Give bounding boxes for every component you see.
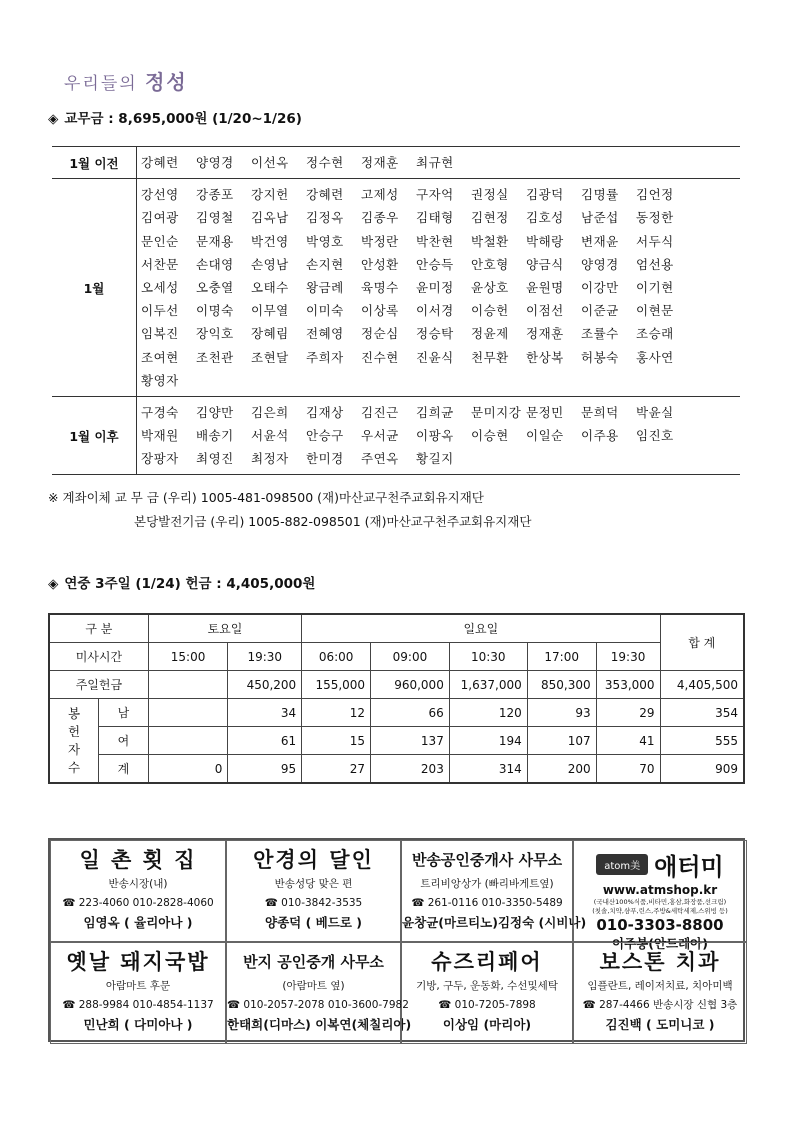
name-item: 이팡옥 <box>416 428 454 444</box>
name-item: 김언정 <box>636 187 674 203</box>
name-item: 문재용 <box>196 233 234 249</box>
ad-title: 보스톤 치과 <box>599 949 721 974</box>
name-item: 김여광 <box>141 210 179 226</box>
cash-row <box>49 671 744 699</box>
name-item: 정윤제 <box>471 326 509 342</box>
server-count-value: 909 <box>660 755 744 784</box>
name-item: 최정자 <box>251 451 289 467</box>
name-item: 이강만 <box>581 279 619 295</box>
name-item: 손영남 <box>251 256 289 272</box>
name-item: 조천관 <box>196 349 234 365</box>
header-saturday: 토요일 <box>148 614 301 643</box>
ad-box <box>573 942 747 1044</box>
name-item: 이무열 <box>251 303 289 319</box>
name-item: 진윤식 <box>416 349 454 365</box>
ad-line: ☎ 010-2057-2078 010-3600-7982 <box>227 999 409 1011</box>
server-row-label: 남 <box>99 699 149 727</box>
name-item: 문인순 <box>141 233 179 249</box>
name-item: 안호형 <box>471 256 509 272</box>
name-item: 문미지강 <box>471 404 522 420</box>
names-group <box>52 397 740 475</box>
ad-detail: (칫솔,치약,샴푸,린스,주방&세탁세제,스위빙 등) <box>592 907 728 915</box>
ads-grid <box>48 838 745 1042</box>
ad-line: ☎ 288-9984 010-4854-1137 <box>62 999 214 1011</box>
server-count-label <box>49 699 99 784</box>
name-item: 오세성 <box>141 279 179 295</box>
ad-line: ☎ 261-0116 010-3350-5489 <box>411 897 563 909</box>
server-count-value: 66 <box>371 699 450 727</box>
ad-line: ☎ 223-4060 010-2828-4060 <box>62 897 214 909</box>
name-item: 서찬문 <box>141 256 179 272</box>
ad-box <box>50 942 226 1044</box>
name-item: 변재윤 <box>581 233 619 249</box>
name-item: 김재상 <box>306 404 344 420</box>
cash-value: 353,000 <box>596 671 660 699</box>
name-item: 진수현 <box>361 349 399 365</box>
name-item: 구경숙 <box>141 404 179 420</box>
server-count-value: 70 <box>596 755 660 784</box>
section-title-big: 정성 <box>145 70 188 94</box>
name-item: 김호성 <box>526 210 564 226</box>
ad-owner: 한태희(디마스) 이복연(체칠리아) <box>227 1017 412 1032</box>
offering-heading <box>48 572 315 592</box>
name-item: 김진근 <box>361 404 399 420</box>
ad-line: (아람마트 옆) <box>282 980 345 992</box>
names-group <box>52 179 740 397</box>
server-row <box>49 699 744 727</box>
name-item: 조현달 <box>251 349 289 365</box>
server-count-value: 15 <box>302 727 371 755</box>
name-item: 박윤실 <box>636 404 674 420</box>
name-item: 김태형 <box>416 210 454 226</box>
mass-time-row <box>49 643 744 671</box>
name-item: 임복진 <box>141 326 179 342</box>
name-item: 배송기 <box>196 428 234 444</box>
name-item: 박영호 <box>306 233 344 249</box>
names-group-label: 1월 이후 <box>52 397 137 475</box>
mass-time: 06:00 <box>302 643 371 671</box>
ad-box <box>226 840 401 942</box>
names-group-label: 1월 <box>52 179 137 396</box>
server-count-value: 137 <box>371 727 450 755</box>
header-sunday: 일요일 <box>302 614 660 643</box>
server-count-value: 120 <box>449 699 527 727</box>
name-item: 윤상호 <box>471 279 509 295</box>
name-item: 김희균 <box>416 404 454 420</box>
name-item: 정수현 <box>306 155 344 170</box>
ad-title: 일 촌 횟 집 <box>79 847 197 872</box>
name-item: 박정란 <box>361 233 399 249</box>
name-item: 김옥남 <box>251 210 289 226</box>
diamond-icon: ◈ <box>48 111 59 127</box>
ad-owner: 임영옥 ( 율리아나 ) <box>83 915 193 930</box>
server-row-label: 여 <box>99 727 149 755</box>
server-count-value: 27 <box>302 755 371 784</box>
name-item: 김양만 <box>196 404 234 420</box>
mass-time-label: 미사시간 <box>49 643 148 671</box>
name-item: 강지헌 <box>251 187 289 203</box>
name-item: 전혜영 <box>306 326 344 342</box>
name-item: 강혜련 <box>306 187 344 203</box>
name-item: 장혜림 <box>251 326 289 342</box>
name-item: 황영자 <box>141 372 179 388</box>
cash-value: 960,000 <box>371 671 450 699</box>
server-count-value: 314 <box>449 755 527 784</box>
atomy-logo: atom美 <box>596 854 648 875</box>
ad-line: 아람마트 후문 <box>105 980 171 992</box>
name-item: 이미숙 <box>306 303 344 319</box>
server-count-value: 29 <box>596 699 660 727</box>
name-item: 이준균 <box>581 303 619 319</box>
name-item: 윤미정 <box>416 279 454 295</box>
name-item: 손대영 <box>196 256 234 272</box>
ad-owner: 이상임 (마리아) <box>442 1017 532 1032</box>
ad-box <box>226 942 412 1044</box>
server-row <box>49 727 744 755</box>
ad-title: 애터미 <box>654 853 724 881</box>
name-item: 박해랑 <box>526 233 564 249</box>
name-item: 조여현 <box>141 349 179 365</box>
account-info <box>48 486 531 534</box>
diamond-icon: ◈ <box>48 576 59 592</box>
server-label-char: 헌 <box>68 723 81 739</box>
name-item: 김현정 <box>471 210 509 226</box>
name-item: 이명숙 <box>196 303 234 319</box>
name-item: 한상복 <box>526 349 564 365</box>
name-item: 이일순 <box>526 428 564 444</box>
name-item: 이서경 <box>416 303 454 319</box>
name-item: 주연옥 <box>361 451 399 467</box>
ad-box <box>401 840 587 942</box>
name-item: 강혜련 <box>141 155 179 170</box>
ad-line: ☎ 287-4466 반송시장 신협 3층 <box>582 999 738 1011</box>
name-item: 김명률 <box>581 187 619 203</box>
name-item: 최영진 <box>196 451 234 467</box>
server-count-value: 203 <box>371 755 450 784</box>
gyomu-heading <box>48 107 302 127</box>
names-list <box>137 147 740 178</box>
ad-owner: 김진백 ( 도미니코 ) <box>605 1017 715 1032</box>
cash-value: 1,637,000 <box>449 671 527 699</box>
name-item: 양영경 <box>196 155 234 170</box>
name-item: 박철환 <box>471 233 509 249</box>
name-item: 주희자 <box>306 349 344 365</box>
name-item: 서윤석 <box>251 428 289 444</box>
ad-title: 반지 공인중개 사무소 <box>243 953 384 971</box>
name-item: 안승구 <box>306 428 344 444</box>
server-count-value: 41 <box>596 727 660 755</box>
name-item: 문희덕 <box>581 404 619 420</box>
name-item: 김정옥 <box>306 210 344 226</box>
server-row <box>49 755 744 784</box>
ad-box <box>50 840 226 942</box>
name-item: 이상록 <box>361 303 399 319</box>
ad-owner: 윤창균(마르티노)김정숙 (시비나) <box>402 915 587 930</box>
server-count-value: 61 <box>228 727 302 755</box>
server-count-value: 93 <box>527 699 596 727</box>
name-item: 이기현 <box>636 279 674 295</box>
server-label-char: 봉 <box>68 705 81 721</box>
ad-title: 슈즈리페어 <box>431 949 543 974</box>
name-item: 안성환 <box>361 256 399 272</box>
server-count-value: 107 <box>527 727 596 755</box>
name-item: 조승래 <box>636 326 674 342</box>
server-count-value: 194 <box>449 727 527 755</box>
ad-line: ☎ 010-7205-7898 <box>438 999 536 1011</box>
cash-value: 155,000 <box>302 671 371 699</box>
name-item: 엄선용 <box>636 256 674 272</box>
cash-value: 450,200 <box>228 671 302 699</box>
cash-value: 4,405,500 <box>660 671 744 699</box>
name-item: 황길지 <box>416 451 454 467</box>
name-item: 김은희 <box>251 404 289 420</box>
name-item: 구자억 <box>416 187 454 203</box>
name-item: 김영철 <box>196 210 234 226</box>
names-list <box>137 179 740 396</box>
name-item: 우서균 <box>361 428 399 444</box>
name-item: 정재훈 <box>526 326 564 342</box>
name-item: 이승헌 <box>471 303 509 319</box>
name-item: 고제성 <box>361 187 399 203</box>
names-group <box>52 147 740 179</box>
name-item: 왕금례 <box>306 279 344 295</box>
account-line-2: 본당발전기금 (우리) 1005-882-098501 (재)마산교구천주교회유지재단 <box>134 514 532 529</box>
ad-owner: 이주봉(안드레아) <box>612 936 708 951</box>
name-item: 오태수 <box>251 279 289 295</box>
server-count-value: 95 <box>228 755 302 784</box>
ad-line: ☎ 010-3842-3535 <box>264 897 363 909</box>
name-item: 최규현 <box>416 155 454 170</box>
name-item: 육명수 <box>361 279 399 295</box>
gyomu-names-table <box>52 146 740 475</box>
name-item: 정승탁 <box>416 326 454 342</box>
name-item: 이승현 <box>471 428 509 444</box>
name-item: 김종우 <box>361 210 399 226</box>
ad-title: 반송공인중개사 사무소 <box>411 851 563 869</box>
name-item: 이현문 <box>636 303 674 319</box>
name-item: 박찬현 <box>416 233 454 249</box>
name-item: 이선옥 <box>251 155 289 170</box>
name-item: 윤원명 <box>526 279 564 295</box>
ad-box <box>573 840 747 951</box>
name-item: 임진호 <box>636 428 674 444</box>
name-item: 이두선 <box>141 303 179 319</box>
ad-url: www.atmshop.kr <box>602 883 718 897</box>
name-item: 천무환 <box>471 349 509 365</box>
header-row <box>49 614 744 643</box>
cash-label: 주일헌금 <box>49 671 148 699</box>
name-item: 남준섭 <box>581 210 619 226</box>
name-item: 안승득 <box>416 256 454 272</box>
account-line-1: ※ 계좌이체 교 무 금 (우리) 1005-481-098500 (재)마산교구천주교회유지재단 <box>48 490 484 505</box>
server-label-char: 수 <box>68 759 81 775</box>
mass-time: 09:00 <box>371 643 450 671</box>
ad-line: 임플란트, 레이저치료, 치아미백 <box>587 980 733 992</box>
ad-title: 안경의 달인 <box>253 847 374 872</box>
server-count-value: 12 <box>302 699 371 727</box>
ad-box <box>401 942 573 1044</box>
mass-time: 19:30 <box>596 643 660 671</box>
section-title <box>64 66 188 95</box>
ad-title: 옛날 돼지국밥 <box>66 949 210 974</box>
server-count-value <box>148 699 228 727</box>
name-item: 조률수 <box>581 326 619 342</box>
gyomu-heading-text: 교무금 : 8,695,000원 (1/20~1/26) <box>64 111 302 127</box>
name-item: 손지현 <box>306 256 344 272</box>
name-item: 이점선 <box>526 303 564 319</box>
name-item: 동정한 <box>636 210 674 226</box>
name-item: 양금식 <box>526 256 564 272</box>
name-item: 오충열 <box>196 279 234 295</box>
name-item: 홍사연 <box>636 349 674 365</box>
names-list <box>137 397 740 475</box>
header-total: 합 계 <box>660 614 744 671</box>
ad-owner: 민난희 ( 다미아나 ) <box>83 1017 193 1032</box>
name-item: 권정실 <box>471 187 509 203</box>
cash-value <box>148 671 228 699</box>
ad-line: 기방, 구두, 운동화, 수선및세탁 <box>416 980 558 992</box>
name-item: 정재훈 <box>361 155 399 170</box>
server-label-char: 자 <box>68 741 81 757</box>
name-item: 강종포 <box>196 187 234 203</box>
server-row-label: 계 <box>99 755 149 784</box>
server-count-value: 0 <box>148 755 228 784</box>
server-count-value: 200 <box>527 755 596 784</box>
name-item: 박건영 <box>251 233 289 249</box>
name-item: 양영경 <box>581 256 619 272</box>
name-item: 한미경 <box>306 451 344 467</box>
mass-time: 10:30 <box>449 643 527 671</box>
ad-line: 반송성당 맞은 편 <box>274 878 353 890</box>
mass-time: 15:00 <box>148 643 228 671</box>
names-group-label: 1월 이전 <box>52 147 137 178</box>
name-item: 강선영 <box>141 187 179 203</box>
name-item: 박재원 <box>141 428 179 444</box>
server-count-value: 555 <box>660 727 744 755</box>
name-item: 김광덕 <box>526 187 564 203</box>
mass-time: 19:30 <box>228 643 302 671</box>
offering-table <box>48 613 745 784</box>
ad-phone: 010-3303-8800 <box>596 916 724 934</box>
ad-line: 트리비앙상가 (빠리바게트옆) <box>420 878 554 890</box>
name-item: 장익호 <box>196 326 234 342</box>
name-item: 문정민 <box>526 404 564 420</box>
name-item: 장팡자 <box>141 451 179 467</box>
section-title-small: 우리들의 <box>64 74 138 94</box>
mass-time: 17:00 <box>527 643 596 671</box>
name-item: 서두식 <box>636 233 674 249</box>
server-count-value: 34 <box>228 699 302 727</box>
offering-heading-text: 연중 3주일 (1/24) 헌금 : 4,405,000원 <box>64 576 316 592</box>
name-item: 허봉숙 <box>581 349 619 365</box>
server-count-value <box>148 727 228 755</box>
name-item: 이주용 <box>581 428 619 444</box>
ad-owner: 양종덕 ( 베드로 ) <box>265 915 362 930</box>
name-item: 정순심 <box>361 326 399 342</box>
cash-value: 850,300 <box>527 671 596 699</box>
ad-header <box>574 847 746 882</box>
server-count-value: 354 <box>660 699 744 727</box>
ad-line: 반송시장(내) <box>108 878 168 890</box>
header-gubun: 구 분 <box>49 614 148 643</box>
ad-detail: (국내산100%식품,비타민,홍삼,화장품,선크림) <box>593 898 727 906</box>
